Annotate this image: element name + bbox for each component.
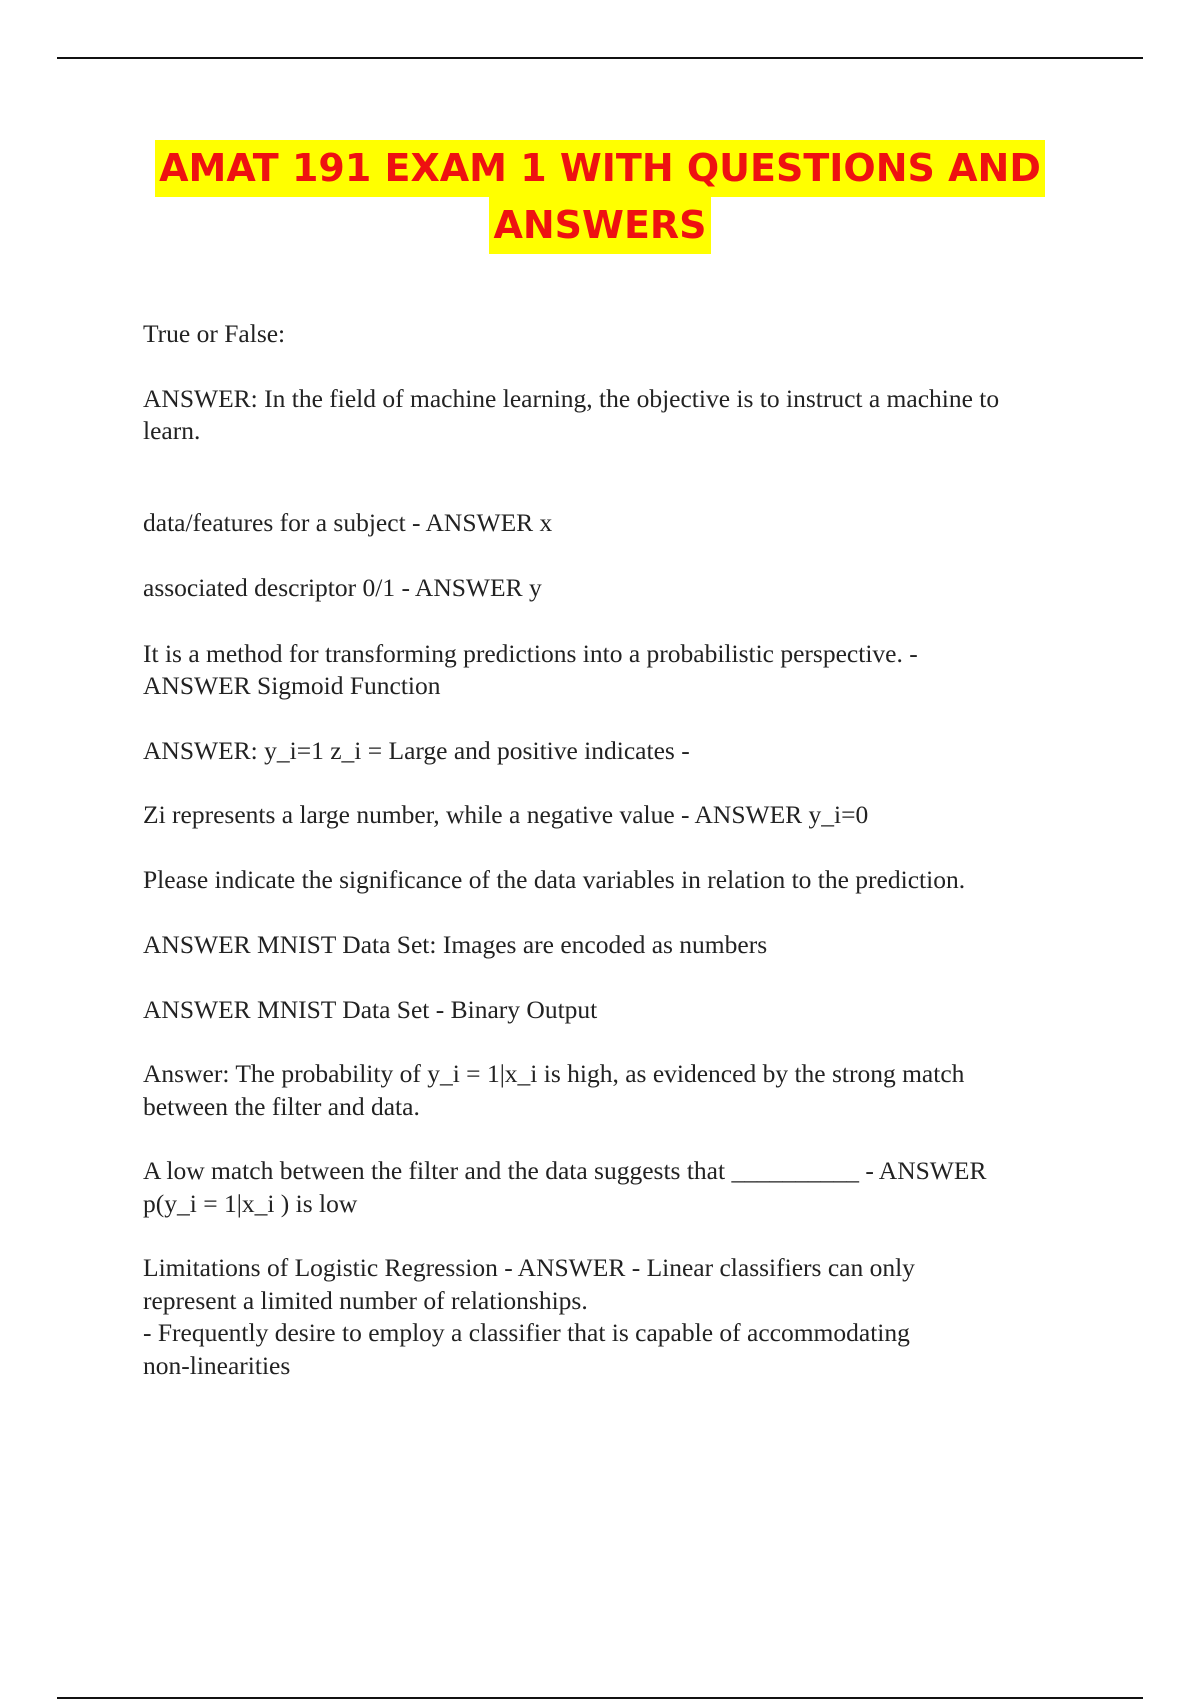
paragraph-mnist-encoded: ANSWER MNIST Data Set: Images are encoded as numbers	[143, 930, 768, 959]
document-body	[143, 318, 1103, 1382]
document-title-line-2: ANSWERS	[489, 197, 710, 254]
paragraph-sigmoid: It is a method for transforming predictions into a probabilistic perspective. - ANSWER Sigmoid Function	[143, 638, 918, 700]
paragraph-limitations: Limitations of Logistic Regression - ANSWER - Linear classifiers can only represent a limited number of relationships. - Frequently desire to employ a classifier that is capable of accommodating non-linearities	[143, 1253, 915, 1380]
document-title-line-1: AMAT 191 EXAM 1 WITH QUESTIONS AND	[155, 140, 1045, 197]
paragraph-large-positive: ANSWER: y_i=1 z_i = Large and positive indicates -	[143, 735, 690, 765]
paragraph-ml-objective: ANSWER: In the field of machine learning, the objective is to instruct a machine to learn.	[143, 383, 1000, 445]
bottom-rule	[57, 1697, 1143, 1699]
paragraph-negative-value: Zi represents a large number, while a negative value - ANSWER y_i=0	[143, 800, 869, 829]
paragraph-descriptor-y: associated descriptor 0/1 - ANSWER y	[143, 573, 542, 602]
top-rule	[57, 57, 1143, 59]
paragraph-true-false: True or False:	[143, 319, 286, 348]
paragraph-high-probability: Answer: The probability of y_i = 1|x_i is high, as evidenced by the strong match between the filter and data.	[143, 1059, 965, 1121]
paragraph-mnist-binary: ANSWER MNIST Data Set - Binary Output	[143, 994, 598, 1024]
paragraph-features-x: data/features for a subject - ANSWER x	[143, 507, 553, 537]
paragraph-low-match: A low match between the filter and the data suggests that __________ - ANSWER p(y_i = 1|x_i ) is low	[143, 1156, 987, 1218]
document-title	[60, 140, 1140, 254]
paragraph-significance: Please indicate the significance of the data variables in relation to the prediction.	[143, 864, 966, 894]
